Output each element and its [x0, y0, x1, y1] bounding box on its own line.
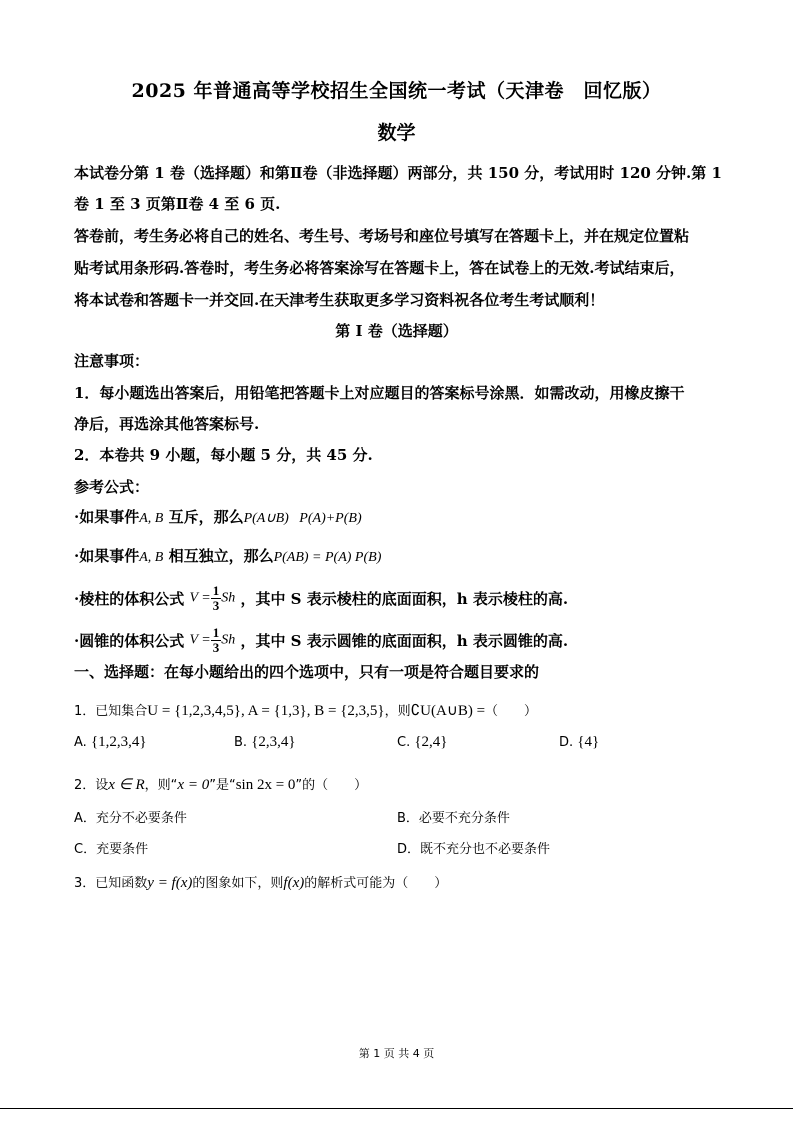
formula-4-description: ，其中 S 表示圆锥的底面面积，h 表示圆锥的高.	[240, 632, 569, 650]
formula-4-numerator: 1	[212, 625, 220, 640]
q1-sets: U = {1,2,3,4,5}, A = {1,3}, B = {2,3,5}	[147, 703, 385, 719]
bottom-divider	[0, 1108, 793, 1109]
notes-title: 注意事项：	[74, 352, 150, 370]
q2-prefix: 2．设	[74, 778, 109, 793]
formula-cone-volume	[74, 626, 568, 655]
q3-mid: 的图象如下，则	[192, 876, 284, 891]
formula-1-mid: 互斥，那么	[163, 508, 244, 526]
part-one-heading: 一、选择题：在每小题给出的四个选项中，只有一项是符合题目要求的	[74, 663, 540, 681]
formula-mutually-exclusive	[74, 506, 362, 527]
q2-statement-1: x = 0	[177, 777, 210, 793]
formula-2-vars: A, B	[139, 550, 164, 565]
question-1-stem	[74, 700, 537, 720]
q1-option-b-label: B.	[234, 735, 248, 750]
page-footer: 第 1 页 共 4 页	[358, 1047, 435, 1060]
formula-4-denominator: 3	[212, 640, 220, 655]
formula-3-prefix: ·棱柱的体积公式	[74, 590, 185, 608]
q2-option-d[interactable]: D．既不充分也不必要条件	[397, 842, 551, 857]
q2-mid: ，则“	[144, 778, 178, 793]
intro-line-2: 卷 1 至 3 页第Ⅱ卷 4 至 6 页.	[74, 195, 281, 213]
formula-1-prefix: ·如果事件	[74, 508, 140, 526]
intro-line-5: 将本试卷和答题卡一并交回.在天津考生获取更多学习资料祝各位考生考试顺利！	[74, 291, 605, 309]
q1-option-c[interactable]	[397, 734, 448, 751]
formula-4-prefix: ·圆锥的体积公式	[74, 632, 185, 650]
formula-3-numerator: 1	[212, 583, 220, 598]
q2-option-b[interactable]: B．必要不充分条件	[397, 811, 510, 826]
q2-statement-2: sin 2x = 0	[235, 777, 296, 793]
intro-line-4: 贴考试用条形码.答卷时，考生务必将答案涂写在答题卡上，答在试卷上的无效.考试结束后，	[74, 259, 685, 277]
note-1-line-2: 净后，再选涂其他答案标号.	[74, 415, 260, 433]
q1-option-c-value: {2,4}	[414, 734, 448, 750]
formula-3-lhs: V =	[189, 590, 211, 606]
question-2-stem	[74, 774, 367, 794]
question-3-stem	[74, 872, 447, 892]
formula-3-denominator: 3	[212, 598, 220, 613]
formula-1-vars: A, B	[139, 511, 164, 526]
q1-option-d[interactable]	[559, 734, 599, 751]
formula-3-fraction	[211, 584, 222, 613]
section-heading: 第 I 卷（选择题）	[335, 322, 458, 340]
note-2: 2．本卷共 9 小题，每小题 5 分，共 45 分.	[74, 446, 373, 464]
q1-complement: ∁U(A∪B) =	[410, 703, 486, 719]
q1-suffix: （ ）	[485, 704, 538, 719]
intro-line-1: 本试卷分第 1 卷（选择题）和第Ⅱ卷（非选择题）两部分，共 150 分，考试用时 120 分钟.第 1	[74, 164, 722, 182]
q1-mid: ，则	[384, 704, 411, 719]
q1-option-a-value: {1,2,3,4}	[90, 734, 147, 750]
q2-suffix: ”的（ ）	[295, 778, 368, 793]
q2-condition: x ∈ R	[108, 777, 145, 793]
formula-prism-volume	[74, 584, 568, 613]
q1-option-b-value: {2,3,4}	[251, 734, 296, 750]
q3-suffix: 的解析式可能为（ ）	[304, 876, 448, 891]
q1-prefix: 1．已知集合	[74, 704, 148, 719]
formula-2-expression: P(AB) = P(A) P(B)	[273, 550, 382, 565]
exam-title: 2025 年普通高等学校招生全国统一考试（天津卷 回忆版）	[131, 80, 662, 102]
q1-option-c-label: C.	[397, 735, 411, 750]
q2-option-c[interactable]: C．充要条件	[74, 842, 149, 857]
formula-4-rhs: Sh	[221, 632, 236, 648]
q1-option-a[interactable]	[74, 734, 147, 751]
q1-option-a-label: A.	[74, 735, 87, 750]
formula-3-description: ，其中 S 表示棱柱的底面面积，h 表示棱柱的高.	[240, 590, 569, 608]
formula-3-rhs: Sh	[221, 590, 236, 606]
formula-independent	[74, 545, 381, 566]
formula-2-mid: 相互独立，那么	[163, 547, 274, 565]
formula-2-prefix: ·如果事件	[74, 547, 140, 565]
subject-title: 数学	[377, 122, 416, 144]
q2-option-a[interactable]: A．充分不必要条件	[74, 811, 187, 826]
q3-prefix: 3．已知函数	[74, 876, 148, 891]
q2-mid-2: ”是“	[209, 778, 236, 793]
q1-option-d-label: D.	[559, 735, 574, 750]
q1-option-b[interactable]	[234, 734, 296, 751]
q3-function-2: f(x)	[283, 875, 305, 891]
q3-function: y = f(x)	[147, 875, 193, 891]
reference-title: 参考公式：	[74, 478, 150, 496]
q1-option-d-value: {4}	[577, 734, 600, 750]
formula-4-lhs: V =	[189, 632, 211, 648]
intro-line-3: 答卷前，考生务必将自己的姓名、考生号、考场号和座位号填写在答题卡上，并在规定位置粘	[74, 227, 690, 245]
formula-4-fraction	[211, 626, 222, 655]
formula-1-expression: P(A∪B) P(A)+P(B)	[243, 511, 362, 526]
note-1-line-1: 1．每小题选出答案后，用铅笔把答题卡上对应题目的答案标号涂黑．如需改动，用橡皮擦干	[74, 384, 685, 402]
